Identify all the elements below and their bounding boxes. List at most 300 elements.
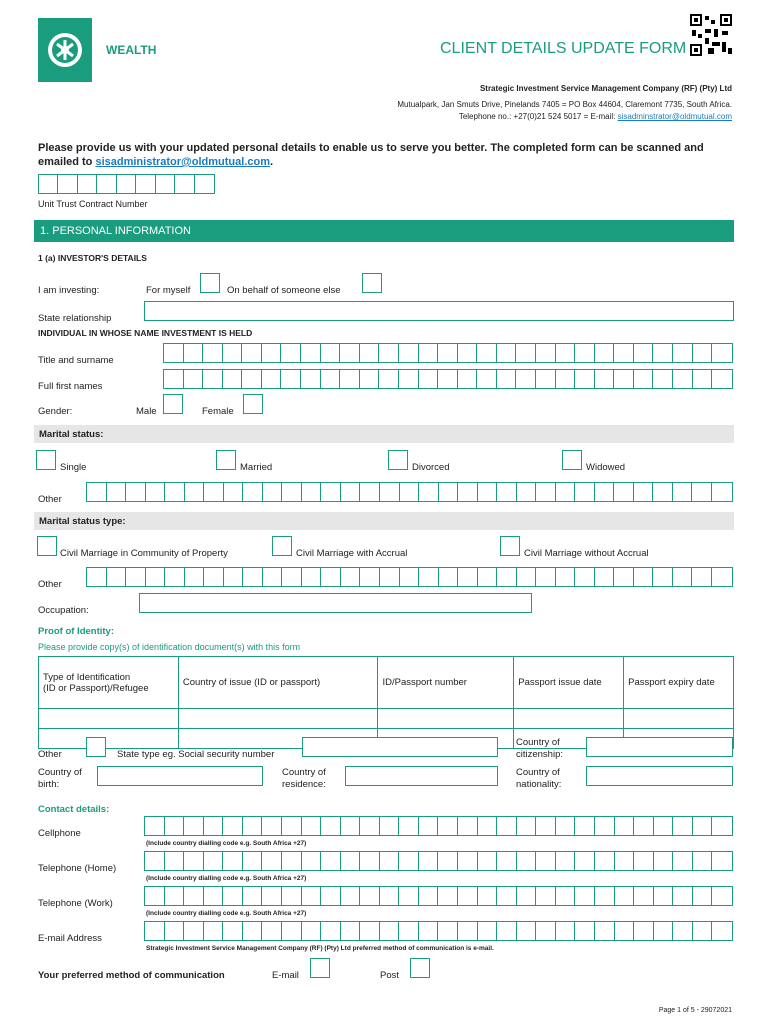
character-cell[interactable] xyxy=(321,887,341,905)
character-cell[interactable] xyxy=(575,483,595,501)
character-cell[interactable] xyxy=(654,817,674,835)
character-cell[interactable] xyxy=(478,922,498,940)
character-cell[interactable] xyxy=(184,370,204,388)
character-cell[interactable] xyxy=(458,483,478,501)
character-cell[interactable] xyxy=(458,817,478,835)
id-other-checkbox[interactable] xyxy=(86,737,106,757)
character-cell[interactable] xyxy=(145,887,165,905)
character-cell[interactable] xyxy=(595,852,615,870)
marital-other-input[interactable] xyxy=(86,482,733,502)
character-cell[interactable] xyxy=(614,568,634,586)
character-cell[interactable] xyxy=(615,922,635,940)
character-cell[interactable] xyxy=(126,568,146,586)
character-cell[interactable] xyxy=(673,344,693,362)
character-cell[interactable] xyxy=(478,483,498,501)
divorced-checkbox[interactable] xyxy=(388,450,408,470)
character-cell[interactable] xyxy=(203,370,223,388)
id-number-cell[interactable] xyxy=(378,709,514,729)
character-cell[interactable] xyxy=(536,483,556,501)
character-cell[interactable] xyxy=(184,887,204,905)
character-cell[interactable] xyxy=(634,852,654,870)
character-cell[interactable] xyxy=(281,370,301,388)
character-cell[interactable] xyxy=(165,922,185,940)
character-cell[interactable] xyxy=(223,922,243,940)
id-type-cell[interactable] xyxy=(39,709,179,729)
character-cell[interactable] xyxy=(595,370,615,388)
character-cell[interactable] xyxy=(195,175,214,193)
occupation-label: Occupation: xyxy=(38,605,89,616)
character-cell[interactable] xyxy=(380,852,400,870)
character-cell[interactable] xyxy=(497,568,517,586)
character-cell[interactable] xyxy=(614,344,634,362)
character-cell[interactable] xyxy=(438,887,458,905)
character-cell[interactable] xyxy=(341,887,361,905)
character-cell[interactable] xyxy=(165,483,185,501)
character-cell[interactable] xyxy=(516,370,536,388)
character-cell[interactable] xyxy=(360,568,380,586)
widowed-checkbox[interactable] xyxy=(562,450,582,470)
character-cell[interactable] xyxy=(517,887,537,905)
character-cell[interactable] xyxy=(97,175,116,193)
character-cell[interactable] xyxy=(634,817,654,835)
character-cell[interactable] xyxy=(282,887,302,905)
character-cell[interactable] xyxy=(185,568,205,586)
character-cell[interactable] xyxy=(575,852,595,870)
character-cell[interactable] xyxy=(360,483,380,501)
character-cell[interactable] xyxy=(654,852,674,870)
character-cell[interactable] xyxy=(438,817,458,835)
character-cell[interactable] xyxy=(693,887,713,905)
character-cell[interactable] xyxy=(400,483,420,501)
character-cell[interactable] xyxy=(341,568,361,586)
character-cell[interactable] xyxy=(478,817,498,835)
character-cell[interactable] xyxy=(634,344,654,362)
post-option-checkbox[interactable] xyxy=(410,958,430,978)
table-row xyxy=(39,709,734,729)
character-cell[interactable] xyxy=(360,852,380,870)
character-cell[interactable] xyxy=(87,483,107,501)
character-cell[interactable] xyxy=(712,922,732,940)
character-cell[interactable] xyxy=(419,852,439,870)
character-cell[interactable] xyxy=(556,887,576,905)
character-cell[interactable] xyxy=(340,344,360,362)
email-address-input[interactable] xyxy=(144,921,733,941)
character-cell[interactable] xyxy=(243,483,263,501)
character-cell[interactable] xyxy=(595,344,615,362)
contract-number-input[interactable] xyxy=(38,174,215,194)
character-cell[interactable] xyxy=(575,922,595,940)
character-cell[interactable] xyxy=(419,817,439,835)
character-cell[interactable] xyxy=(262,817,282,835)
character-cell[interactable] xyxy=(438,852,458,870)
character-cell[interactable] xyxy=(615,817,635,835)
for-myself-checkbox[interactable] xyxy=(200,273,220,293)
character-cell[interactable] xyxy=(282,922,302,940)
character-cell[interactable] xyxy=(478,568,498,586)
character-cell[interactable] xyxy=(595,568,615,586)
character-cell[interactable] xyxy=(146,568,166,586)
with-accrual-checkbox[interactable] xyxy=(272,536,292,556)
character-cell[interactable] xyxy=(614,483,634,501)
character-cell[interactable] xyxy=(321,817,341,835)
character-cell[interactable] xyxy=(204,922,224,940)
character-cell[interactable] xyxy=(223,852,243,870)
character-cell[interactable] xyxy=(262,852,282,870)
character-cell[interactable] xyxy=(634,887,654,905)
character-cell[interactable] xyxy=(380,483,400,501)
character-cell[interactable] xyxy=(634,568,654,586)
character-cell[interactable] xyxy=(379,370,399,388)
character-cell[interactable] xyxy=(419,568,439,586)
character-cell[interactable] xyxy=(556,568,576,586)
character-cell[interactable] xyxy=(301,370,321,388)
character-cell[interactable] xyxy=(536,817,556,835)
logo-emblem-icon xyxy=(38,18,92,82)
character-cell[interactable] xyxy=(399,922,419,940)
character-cell[interactable] xyxy=(693,817,713,835)
character-cell[interactable] xyxy=(673,922,693,940)
on-behalf-checkbox[interactable] xyxy=(362,273,382,293)
character-cell[interactable] xyxy=(419,483,439,501)
male-checkbox[interactable] xyxy=(163,394,183,414)
character-cell[interactable] xyxy=(341,852,361,870)
issue-date-cell[interactable] xyxy=(514,709,624,729)
character-cell[interactable] xyxy=(204,887,224,905)
character-cell[interactable] xyxy=(536,370,556,388)
character-cell[interactable] xyxy=(223,817,243,835)
character-cell[interactable] xyxy=(419,344,439,362)
character-cell[interactable] xyxy=(517,817,537,835)
character-cell[interactable] xyxy=(185,483,205,501)
character-cell[interactable] xyxy=(165,852,185,870)
character-cell[interactable] xyxy=(477,370,497,388)
character-cell[interactable] xyxy=(556,852,576,870)
character-cell[interactable] xyxy=(223,370,243,388)
character-cell[interactable] xyxy=(712,852,732,870)
character-cell[interactable] xyxy=(145,922,165,940)
character-cell[interactable] xyxy=(87,568,107,586)
character-cell[interactable] xyxy=(399,817,419,835)
character-cell[interactable] xyxy=(165,817,185,835)
character-cell[interactable] xyxy=(477,344,497,362)
intro-end: . xyxy=(270,156,274,168)
community-property-checkbox[interactable] xyxy=(37,536,57,556)
character-cell[interactable] xyxy=(536,887,556,905)
residence-country-input[interactable] xyxy=(345,766,498,786)
character-cell[interactable] xyxy=(78,175,97,193)
character-cell[interactable] xyxy=(107,483,127,501)
character-cell[interactable] xyxy=(399,887,419,905)
character-cell[interactable] xyxy=(223,887,243,905)
character-cell[interactable] xyxy=(692,483,712,501)
character-cell[interactable] xyxy=(380,817,400,835)
character-cell[interactable] xyxy=(282,817,302,835)
character-cell[interactable] xyxy=(497,922,517,940)
character-cell[interactable] xyxy=(556,370,576,388)
state-type-input[interactable] xyxy=(302,737,498,757)
character-cell[interactable] xyxy=(184,817,204,835)
character-cell[interactable] xyxy=(204,568,224,586)
character-cell[interactable] xyxy=(439,568,459,586)
character-cell[interactable] xyxy=(58,175,77,193)
character-cell[interactable] xyxy=(243,922,263,940)
character-cell[interactable] xyxy=(224,483,244,501)
character-cell[interactable] xyxy=(302,817,322,835)
character-cell[interactable] xyxy=(165,887,185,905)
character-cell[interactable] xyxy=(136,175,155,193)
character-cell[interactable] xyxy=(654,887,674,905)
character-cell[interactable] xyxy=(575,817,595,835)
character-cell[interactable] xyxy=(517,483,537,501)
character-cell[interactable] xyxy=(243,852,263,870)
character-cell[interactable] xyxy=(575,568,595,586)
character-cell[interactable] xyxy=(281,344,301,362)
character-cell[interactable] xyxy=(321,483,341,501)
character-cell[interactable] xyxy=(712,483,732,501)
character-cell[interactable] xyxy=(458,922,478,940)
expiry-date-cell[interactable] xyxy=(624,709,734,729)
character-cell[interactable] xyxy=(399,852,419,870)
character-cell[interactable] xyxy=(341,922,361,940)
character-cell[interactable] xyxy=(302,483,322,501)
character-cell[interactable] xyxy=(164,344,184,362)
character-cell[interactable] xyxy=(478,887,498,905)
character-cell[interactable] xyxy=(712,370,732,388)
character-cell[interactable] xyxy=(262,370,282,388)
character-cell[interactable] xyxy=(458,568,478,586)
character-cell[interactable] xyxy=(516,344,536,362)
character-cell[interactable] xyxy=(321,344,341,362)
character-cell[interactable] xyxy=(302,887,322,905)
married-checkbox[interactable] xyxy=(216,450,236,470)
nationality-input[interactable] xyxy=(586,766,733,786)
character-cell[interactable] xyxy=(175,175,194,193)
tel-home-input[interactable] xyxy=(144,851,733,871)
character-cell[interactable] xyxy=(302,852,322,870)
character-cell[interactable] xyxy=(302,922,322,940)
intro-email-link[interactable]: sisadministrator@oldmutual.com xyxy=(95,156,271,168)
character-cell[interactable] xyxy=(536,344,556,362)
character-cell[interactable] xyxy=(615,887,635,905)
character-cell[interactable] xyxy=(184,344,204,362)
birth-country-input[interactable] xyxy=(97,766,263,786)
occupation-input[interactable] xyxy=(139,593,532,613)
female-checkbox[interactable] xyxy=(243,394,263,414)
id-type-cell[interactable] xyxy=(39,729,179,749)
character-cell[interactable] xyxy=(204,483,224,501)
character-cell[interactable] xyxy=(634,483,654,501)
character-cell[interactable] xyxy=(341,817,361,835)
title-surname-input[interactable] xyxy=(163,343,733,363)
tel-work-input[interactable] xyxy=(144,886,733,906)
character-cell[interactable] xyxy=(419,922,439,940)
character-cell[interactable] xyxy=(203,344,223,362)
character-cell[interactable] xyxy=(634,922,654,940)
character-cell[interactable] xyxy=(164,370,184,388)
character-cell[interactable] xyxy=(145,852,165,870)
character-cell[interactable] xyxy=(673,568,693,586)
character-cell[interactable] xyxy=(282,483,302,501)
character-cell[interactable] xyxy=(614,370,634,388)
character-cell[interactable] xyxy=(673,887,693,905)
character-cell[interactable] xyxy=(301,344,321,362)
full-names-input[interactable] xyxy=(163,369,733,389)
character-cell[interactable] xyxy=(399,344,419,362)
character-cell[interactable] xyxy=(145,817,165,835)
character-cell[interactable] xyxy=(321,852,341,870)
character-cell[interactable] xyxy=(360,817,380,835)
character-cell[interactable] xyxy=(399,370,419,388)
character-cell[interactable] xyxy=(242,344,262,362)
character-cell[interactable] xyxy=(262,922,282,940)
character-cell[interactable] xyxy=(379,344,399,362)
character-cell[interactable] xyxy=(517,852,537,870)
character-cell[interactable] xyxy=(497,817,517,835)
character-cell[interactable] xyxy=(321,370,341,388)
character-cell[interactable] xyxy=(282,852,302,870)
character-cell[interactable] xyxy=(693,344,713,362)
character-cell[interactable] xyxy=(692,568,712,586)
character-cell[interactable] xyxy=(615,852,635,870)
character-cell[interactable] xyxy=(556,817,576,835)
character-cell[interactable] xyxy=(497,887,517,905)
character-cell[interactable] xyxy=(360,370,380,388)
character-cell[interactable] xyxy=(712,344,732,362)
character-cell[interactable] xyxy=(438,344,458,362)
character-cell[interactable] xyxy=(184,852,204,870)
character-cell[interactable] xyxy=(262,344,282,362)
character-cell[interactable] xyxy=(673,817,693,835)
citizenship-input[interactable] xyxy=(586,737,733,757)
character-cell[interactable] xyxy=(693,852,713,870)
character-cell[interactable] xyxy=(556,483,576,501)
character-cell[interactable] xyxy=(419,370,439,388)
character-cell[interactable] xyxy=(497,483,517,501)
with-accrual-label: Civil Marriage with Accrual xyxy=(296,548,408,559)
character-cell[interactable] xyxy=(653,370,673,388)
character-cell[interactable] xyxy=(653,568,673,586)
character-cell[interactable] xyxy=(673,852,693,870)
id-other-label: Other xyxy=(38,749,62,760)
character-cell[interactable] xyxy=(497,370,517,388)
character-cell[interactable] xyxy=(126,483,146,501)
character-cell[interactable] xyxy=(712,568,732,586)
character-cell[interactable] xyxy=(653,483,673,501)
character-cell[interactable] xyxy=(380,568,400,586)
character-cell[interactable] xyxy=(497,852,517,870)
character-cell[interactable] xyxy=(156,175,175,193)
character-cell[interactable] xyxy=(653,344,673,362)
character-cell[interactable] xyxy=(595,922,615,940)
individual-heading: INDIVIDUAL IN WHOSE NAME INVESTMENT IS HELD xyxy=(38,328,253,338)
character-cell[interactable] xyxy=(321,568,341,586)
state-relationship-input[interactable] xyxy=(144,301,734,321)
character-cell[interactable] xyxy=(517,922,537,940)
character-cell[interactable] xyxy=(712,887,732,905)
character-cell[interactable] xyxy=(595,887,615,905)
character-cell[interactable] xyxy=(478,852,498,870)
character-cell[interactable] xyxy=(242,370,262,388)
character-cell[interactable] xyxy=(380,887,400,905)
character-cell[interactable] xyxy=(536,568,556,586)
intro-body: Please provide us with your updated personal details to enable us to serve you better. The completed form can be scanned and emailed to xyxy=(38,142,704,168)
character-cell[interactable] xyxy=(223,344,243,362)
country-issue-cell[interactable] xyxy=(178,709,378,729)
character-cell[interactable] xyxy=(536,922,556,940)
character-cell[interactable] xyxy=(595,817,615,835)
character-cell[interactable] xyxy=(438,922,458,940)
character-cell[interactable] xyxy=(302,568,322,586)
qr-code-icon xyxy=(690,14,732,56)
character-cell[interactable] xyxy=(204,817,224,835)
character-cell[interactable] xyxy=(340,370,360,388)
character-cell[interactable] xyxy=(419,887,439,905)
character-cell[interactable] xyxy=(438,370,458,388)
character-cell[interactable] xyxy=(458,887,478,905)
character-cell[interactable] xyxy=(458,852,478,870)
character-cell[interactable] xyxy=(536,852,556,870)
email-option-checkbox[interactable] xyxy=(310,958,330,978)
character-cell[interactable] xyxy=(341,483,361,501)
character-cell[interactable] xyxy=(117,175,136,193)
character-cell[interactable] xyxy=(654,922,674,940)
character-cell[interactable] xyxy=(224,568,244,586)
character-cell[interactable] xyxy=(321,922,341,940)
character-cell[interactable] xyxy=(595,483,615,501)
character-cell[interactable] xyxy=(400,568,420,586)
without-accrual-checkbox[interactable] xyxy=(500,536,520,556)
character-cell[interactable] xyxy=(556,344,576,362)
character-cell[interactable] xyxy=(458,344,478,362)
character-cell[interactable] xyxy=(360,887,380,905)
character-cell[interactable] xyxy=(497,344,517,362)
character-cell[interactable] xyxy=(517,568,537,586)
character-cell[interactable] xyxy=(262,887,282,905)
character-cell[interactable] xyxy=(693,370,713,388)
marital-type-other-input[interactable] xyxy=(86,567,733,587)
character-cell[interactable] xyxy=(243,568,263,586)
character-cell[interactable] xyxy=(634,370,654,388)
character-cell[interactable] xyxy=(204,852,224,870)
cellphone-input[interactable] xyxy=(144,816,733,836)
character-cell[interactable] xyxy=(575,370,595,388)
character-cell[interactable] xyxy=(360,344,380,362)
character-cell[interactable] xyxy=(575,344,595,362)
character-cell[interactable] xyxy=(575,887,595,905)
admin-email-link[interactable]: sisadminstrator@oldmutual.com xyxy=(617,112,732,121)
character-cell[interactable] xyxy=(712,817,732,835)
character-cell[interactable] xyxy=(146,483,166,501)
character-cell[interactable] xyxy=(243,887,263,905)
character-cell[interactable] xyxy=(282,568,302,586)
character-cell[interactable] xyxy=(458,370,478,388)
character-cell[interactable] xyxy=(380,922,400,940)
character-cell[interactable] xyxy=(439,483,459,501)
character-cell[interactable] xyxy=(263,568,283,586)
character-cell[interactable] xyxy=(673,370,693,388)
character-cell[interactable] xyxy=(556,922,576,940)
character-cell[interactable] xyxy=(184,922,204,940)
character-cell[interactable] xyxy=(263,483,283,501)
character-cell[interactable] xyxy=(107,568,127,586)
character-cell[interactable] xyxy=(673,483,693,501)
character-cell[interactable] xyxy=(693,922,713,940)
character-cell[interactable] xyxy=(165,568,185,586)
character-cell[interactable] xyxy=(243,817,263,835)
character-cell[interactable] xyxy=(360,922,380,940)
character-cell[interactable] xyxy=(39,175,58,193)
single-checkbox[interactable] xyxy=(36,450,56,470)
